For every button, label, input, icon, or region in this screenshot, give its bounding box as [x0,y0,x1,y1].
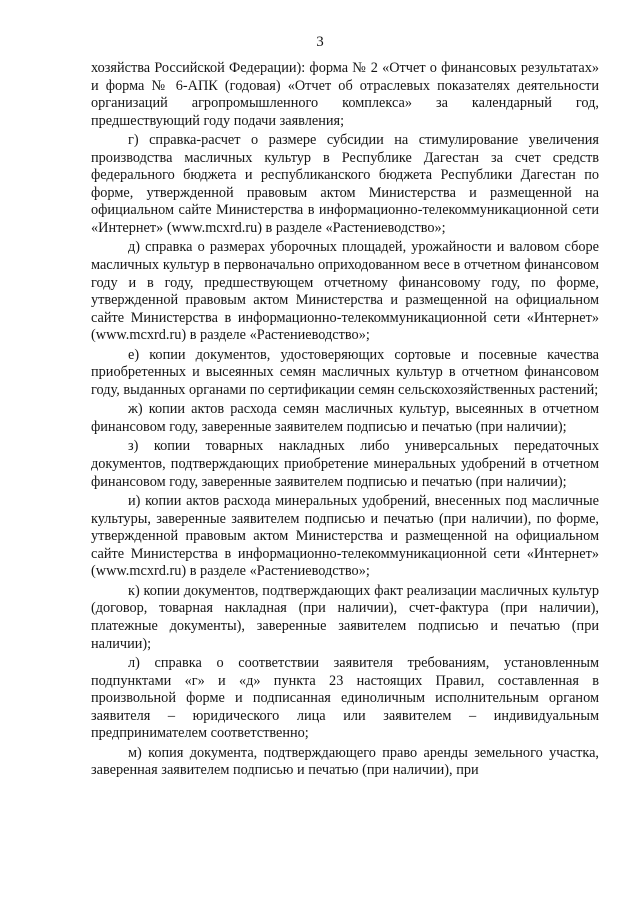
document-body [91,60,599,782]
paragraph-item-d: д) справка о размерах уборочных площадей, урожайности и валовом сборе масличных культур в первоначально оприходованном весе в отчетном финансовом году и в году, предшествующем отчетному финансовому году, по форме, утвержденной правовым актом Министерства и размещенной на официальном сайте Министерства в информационно-телекоммуникационной сети «Интернет» (www.mcxrd.ru) в разделе «Растениеводство»; [91,239,599,344]
paragraph-item-m: м) копия документа, подтверждающего право аренды земельного участка, заверенная заявителем подписью и печатью (при наличии), при [91,744,599,779]
paragraph-item-e: е) копии документов, удостоверяющих сортовые и посевные качества приобретенных и высеянных семян масличных культур в отчетном финансовом году, выданных органами по сертификации семян сельскохозяйственных растений; [91,346,599,398]
paragraph-item-k: к) копии документов, подтверждающих факт реализации масличных культур (договор, товарная накладная (при наличии), счет-фактура (при наличии), платежные документы), заверенные заявителем подписью и печатью (при наличии); [91,582,599,652]
paragraph-item-i: и) копии актов расхода минеральных удобрений, внесенных под масличные культуры, заверенные заявителем подписью и печатью (при наличии), по форме, утвержденной правовым актом Министерства и размещенной на официальном сайте Министерства в информационно-телекоммуникационной сети «Интернет» (www.mcxrd.ru) в разделе «Растениеводство»; [91,493,599,580]
paragraph-item-zh: ж) копии актов расхода семян масличных культур, высеянных в отчетном финансовом году, заверенные заявителем подписью и печатью (при наличии); [91,401,599,435]
paragraph-item-g: г) справка-расчет о размере субсидии на стимулирование увеличения производства масличных культур в Республике Дагестан за счет средств федерального бюджета и республиканского бюджета Республики Дагестан по форме, утвержденной правовым актом Министерства и размещенной на официальном сайте Министерства в информационно-телекоммуникационной сети «Интернет» (www.mcxrd.ru) в разделе «Растениеводство»; [91,132,599,236]
page-number: 3 [316,34,324,50]
paragraph-continuation: хозяйства Российской Федерации): форма № 2 «Отчет о финансовых результатах» и форма № 6-АПК (годовая) «Отчет об отраслевых показателях деятельности организаций агропромышленного комплекса» за календарный год, предшествующий году подачи заявления; [91,60,599,129]
paragraph-item-z: з) копии товарных накладных либо универсальных передаточных документов, подтверждающих приобретение минеральных удобрений в отчетном финансовом году, заверенные заявителем подписью и печатью (при наличии); [91,438,599,490]
paragraph-item-l: л) справка о соответствии заявителя требованиям, установленным подпунктами «г» и «д» пункта 23 настоящих Правил, составленная в произвольной форме и подписанная единоличным исполнительным органом заявителя – юридического лица или заявителем – индивидуальным предпринимателем соответственно; [91,655,599,742]
